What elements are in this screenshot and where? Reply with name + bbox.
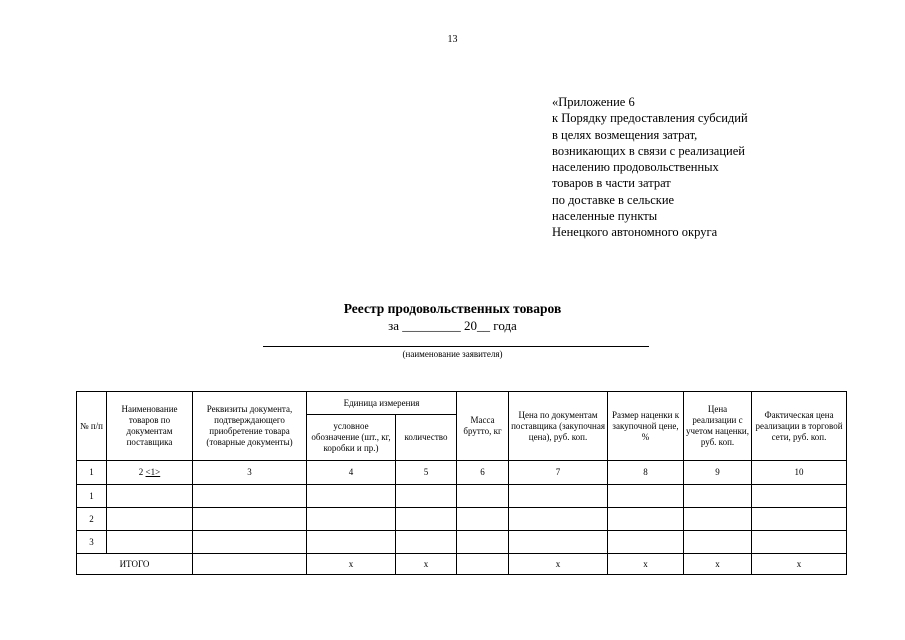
- table-row: [77, 485, 847, 508]
- table-cell: [307, 485, 396, 508]
- table-cell: [752, 508, 847, 531]
- table-cell: [107, 508, 193, 531]
- appendix-line: возникающих в связи с реализацией: [552, 143, 745, 158]
- table-cell: [457, 508, 509, 531]
- table-cell: [457, 554, 509, 575]
- table-cell: [509, 508, 608, 531]
- table-cell: [396, 485, 457, 508]
- column-numbers-row: [77, 461, 847, 485]
- header-unit-group: Единица измерения: [307, 392, 457, 415]
- table-row: [77, 508, 847, 531]
- table-header-row: [77, 392, 847, 415]
- header-unit-symbol: условное обозначение (шт., кг, коробки и пр.): [307, 415, 396, 461]
- table-cell: [608, 485, 684, 508]
- table-cell: [752, 531, 847, 554]
- total-cell: x: [752, 554, 847, 575]
- column-number: 8: [608, 461, 684, 485]
- header-supplier-price: Цена по документам поставщика (закупочная цена), руб. коп.: [509, 392, 608, 461]
- column-number: 5: [396, 461, 457, 485]
- appendix-line: «Приложение 6: [552, 95, 635, 109]
- page-number: 13: [447, 34, 458, 45]
- table-cell: [684, 485, 752, 508]
- column-number: [107, 461, 193, 485]
- row-number: 3: [77, 531, 107, 554]
- header-name: Наименование товаров по документам поставщика: [107, 392, 193, 461]
- registry-table: [76, 391, 847, 575]
- header-requisites: Реквизиты документа, подтверждающего приобретение товара (товарные документы): [193, 392, 307, 461]
- table-cell: [509, 531, 608, 554]
- applicant-caption: (наименование заявителя): [402, 349, 503, 359]
- table-cell: [193, 554, 307, 575]
- reporting-period: за _________ 20__ года: [388, 318, 517, 333]
- table-row: [77, 531, 847, 554]
- row-number: 1: [77, 485, 107, 508]
- header-sale-price: Цена реализации с учетом наценки, руб. коп.: [684, 392, 752, 461]
- column-number: 9: [684, 461, 752, 485]
- table-cell: [509, 485, 608, 508]
- table-cell: [193, 508, 307, 531]
- applicant-name-line: [263, 346, 649, 347]
- header-unit-qty: количество: [396, 415, 457, 461]
- column-number: 4: [307, 461, 396, 485]
- header-num: № п/п: [77, 392, 107, 461]
- appendix-line: товаров в части затрат: [552, 176, 671, 191]
- table-cell: [193, 531, 307, 554]
- column-number: 3: [193, 461, 307, 485]
- table-cell: [107, 485, 193, 508]
- header-actual-price: Фактическая цена реализации в торговой сети, руб. коп.: [752, 392, 847, 461]
- table-cell: [396, 508, 457, 531]
- appendix-line: населенные пункты: [552, 209, 658, 224]
- row-number: 2: [77, 508, 107, 531]
- footnote-link[interactable]: <1>: [145, 467, 161, 477]
- header-gross-mass: Масса брутто, кг: [457, 392, 509, 461]
- table-cell: [608, 508, 684, 531]
- table-cell: [457, 485, 509, 508]
- appendix-line: в целях возмещения затрат,: [552, 127, 698, 142]
- table-cell: [752, 485, 847, 508]
- table-cell: [107, 531, 193, 554]
- header-markup: Размер наценки к закупочной цене, %: [608, 392, 684, 461]
- table-cell: [684, 508, 752, 531]
- appendix-line: к Порядку предоставления субсидий: [552, 111, 748, 126]
- appendix-line: по доставке в сельские: [552, 192, 675, 207]
- table-cell: [307, 531, 396, 554]
- table-cell: [608, 531, 684, 554]
- table-cell: [684, 531, 752, 554]
- appendix-reference: [552, 94, 748, 241]
- table-cell: [307, 508, 396, 531]
- total-row: [77, 554, 847, 575]
- total-cell: x: [608, 554, 684, 575]
- total-cell: x: [396, 554, 457, 575]
- total-label: ИТОГО: [77, 554, 193, 575]
- appendix-line: Ненецкого автономного округа: [552, 225, 718, 240]
- total-cell: x: [307, 554, 396, 575]
- total-cell: x: [684, 554, 752, 575]
- appendix-line: населению продовольственных: [552, 160, 719, 175]
- column-number: 6: [457, 461, 509, 485]
- column-number-text: 2: [138, 467, 146, 477]
- table-cell: [396, 531, 457, 554]
- column-number: 7: [509, 461, 608, 485]
- table-cell: [457, 531, 509, 554]
- column-number: 1: [77, 461, 107, 485]
- document-title: Реестр продовольственных товаров: [343, 301, 562, 316]
- column-number: 10: [752, 461, 847, 485]
- total-cell: x: [509, 554, 608, 575]
- table-cell: [193, 485, 307, 508]
